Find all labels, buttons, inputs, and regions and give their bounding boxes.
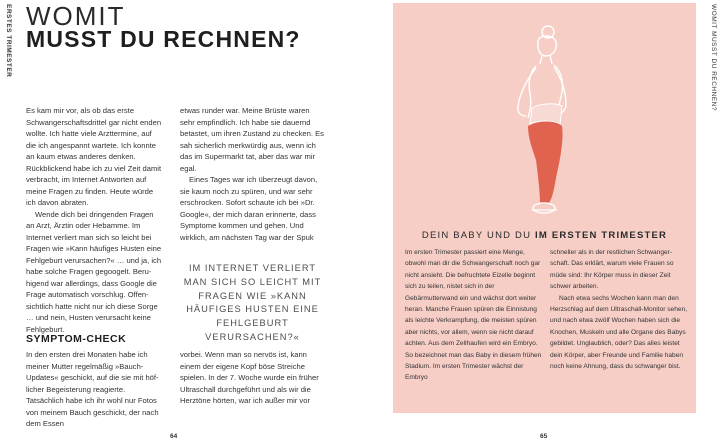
running-head-left: ERSTES TRIMESTER xyxy=(5,4,12,78)
column-1-text xyxy=(26,105,163,335)
panel-title: DEIN BABY UND DU IM ERSTEN TRIMESTER xyxy=(421,230,668,241)
paragraph: Es kam mir vor, als ob das erste Schwangerschaftsdrittel gar nicht enden wollte. Ich hatte viele Arzttermine, auf die ich angespannt wartete. Ich konnte an kaum etwas anderes denken. Rückblickend habe ich zu viel Zeit damit verbracht, im Internet Antworten auf meine Fragen zu finden. Heute würde ich davon abraten. xyxy=(26,106,162,207)
column-2-bottom-text xyxy=(180,349,325,407)
paragraph: schneller als in der restlichen Schwangerschaft. Das erklärt, warum viele Frauen so müde sind: Ihr Körper muss in dieser Zeit schwer arbeiten. xyxy=(550,249,674,291)
subheading-symptom-check: SYMPTOM-CHECK xyxy=(26,333,127,345)
running-head-right: WOMIT MUSST DU RECHNEN? xyxy=(710,4,717,111)
paragraph: vorbei. Wenn man so nervös ist, kann einem der eigene Kopf böse Streiche spielen. In der 7. Woche wurde ein früher Ultraschall durchgeführt und als wir die Herztöne hörten, war ich außer mir vor xyxy=(180,350,319,405)
panel-column-1: Im ersten Trimester passiert eine Menge, obwohl man dir die Schwangerschaft noch gar nicht ansieht. Die befruchtete Eizelle beginnt sich zu teilen, nistet sich in der Gebärmutterwand ein und wächst dort weiter heran. Manche Frauen spüren die Einnistung als leichte Verkrampfung, die meisten spüren aber nichts, vor allem, wenn sie nicht darauf achten. Aus dem Zellhaufen wird ein Embryo. So bezeichnet man das Baby in diesem frühen Stadium. Im ersten Trimester wächst der Embryo xyxy=(405,249,542,382)
crop-top xyxy=(530,104,562,124)
paragraph: Wende dich bei dringenden Fragen an Arzt, Ärztin oder Hebamme. Im Internet verliert man sich so leicht bei Fragen wie »Kann häufiges Husten eine Fehlgeburt verursachen?« … und ja, ich habe solche Fragen gegoogelt. Beruhigend war allerdings, dass Google die Frage automatisch vorschlug. Offensichtlich hatte nicht nur ich diese Sorge … und nein, Husten verursacht keine Fehlgeburt. xyxy=(26,209,162,334)
panel-column-2 xyxy=(550,247,688,372)
column-1-bottom-text xyxy=(26,349,163,430)
pull-quote: IM INTERNET VERLIERT MAN SICH SO LEICHT MIT FRAGEN WIE »KANN HÄUFIGES HUSTEN EINE FEHLGEBURT VERURSACHEN?« xyxy=(183,263,322,342)
paragraph: Nach etwa sechs Wochen kann man den Herzschlag auf dem Ultraschall-Monitor sehen, und nach etwa zwölf Wochen haben sich die Knochen, Muskeln und alle Organe des Babys gebildet. Unglaublich, oder? Das alles leistet dein Körper, aber Freunde und Familie haben noch keine Ahnung, dass du schwanger bist. xyxy=(550,294,688,371)
paragraph: Eines Tages war ich überzeugt davon, sie kaum noch zu spüren, und war sehr erschrocken. Sofort schaute ich bei »Dr. Google«, der mich daran erinnerte, dass Symptome kommen und gehen. Und wirklich, am nächsten Tag war der Spuk xyxy=(180,175,318,242)
page-number-right: 65 xyxy=(540,433,548,440)
paragraph: In den ersten drei Monaten habe ich meiner Mutter regelmäßig »Bauch-Updates« geschickt, auf die sie mit höflicher Begeisterung reagierte. Tatsächlich habe ich ihr wohl nur Fotos von meinem Bauch geschickt, der nach dem Essen xyxy=(26,350,159,428)
pregnant-woman-illustration xyxy=(480,20,600,220)
page-number-left: 64 xyxy=(170,433,178,440)
paragraph: etwas runder war. Meine Brüste waren sehr empfindlich. Ich habe sie dauernd betastet, um ihren Zustand zu checken. Es sah sicherlich merkwürdig aus, wenn ich das im Supermarkt tat, aber das war mir egal. xyxy=(180,106,324,173)
page-title-line1: WOMIT xyxy=(26,1,126,31)
column-2-text xyxy=(180,105,325,243)
leggings xyxy=(528,122,563,205)
page-title-line2: MUSST DU RECHNEN? xyxy=(26,26,301,52)
head xyxy=(538,36,557,56)
shoes xyxy=(533,203,555,213)
